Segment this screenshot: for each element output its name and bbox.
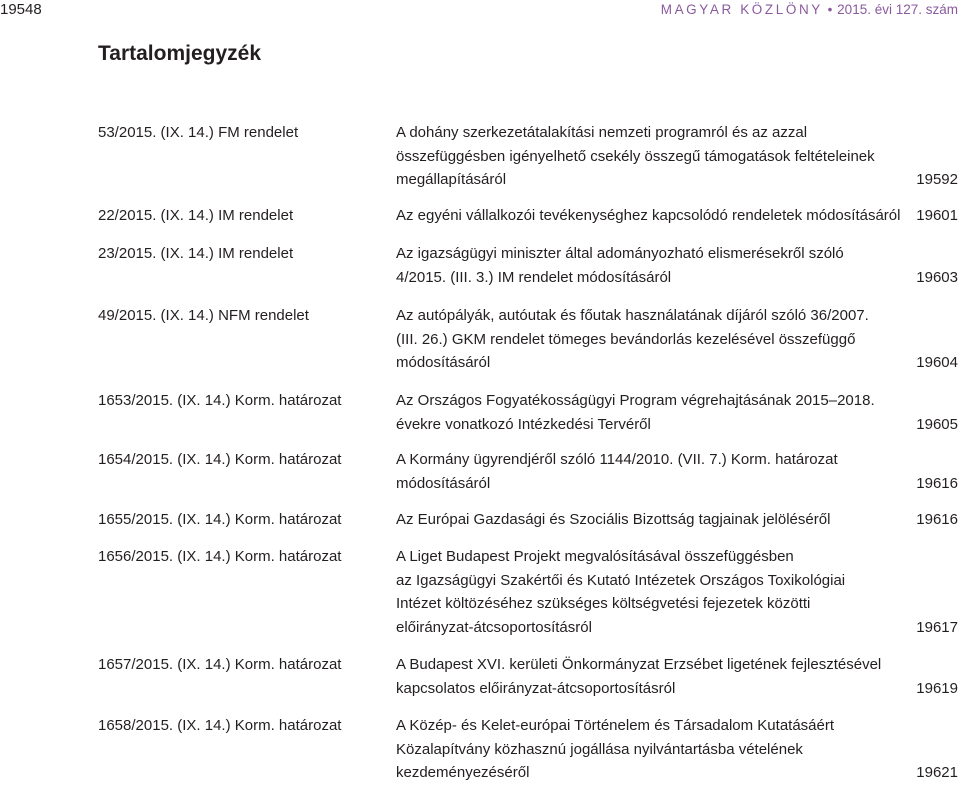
entry-title-line: 4/2015. (III. 3.) IM rendelet módosításáról xyxy=(396,268,672,286)
entry-title-line: évekre vonatkozó Intézkedési Tervéről xyxy=(396,415,651,433)
entry-page-number: 19592 xyxy=(916,171,958,188)
entry-title xyxy=(396,121,896,192)
entry-reference: 1653/2015. (IX. 14.) Korm. határozat xyxy=(98,392,342,409)
entry-title-line: az Igazságügyi Szakértői és Kutató Intézetek Országos Toxikológiai xyxy=(396,571,846,589)
entry-title-line: (III. 26.) GKM rendelet tömeges bevándorlás kezelésével összefüggő xyxy=(396,330,856,348)
entry-title-line: A Kormány ügyrendjéről szóló 1144/2010. (VII. 7.) Korm. határozat xyxy=(396,451,838,468)
entry-title xyxy=(396,545,896,639)
entry-title xyxy=(396,304,896,375)
entry-reference: 23/2015. (IX. 14.) IM rendelet xyxy=(98,245,294,262)
entry-reference: 1656/2015. (IX. 14.) Korm. határozat xyxy=(98,548,342,565)
page-number: 19548 xyxy=(0,1,42,18)
entry-title-line: módosításáról xyxy=(396,474,491,492)
separator-bullet: • xyxy=(827,2,833,17)
entry-reference: 53/2015. (IX. 14.) FM rendelet xyxy=(98,124,299,141)
entry-title xyxy=(396,714,896,785)
entry-title-line: Az Országos Fogyatékosságügyi Program végrehajtásának 2015–2018. xyxy=(396,392,875,409)
entry-title-line: módosításáról xyxy=(396,354,491,371)
entry-title xyxy=(396,389,896,436)
entry-title xyxy=(396,508,896,532)
entry-title-line: Közalapítvány közhasznú jogállása nyilvántartásba vételének xyxy=(396,740,803,758)
entry-page-number: 19604 xyxy=(916,354,958,371)
entry-title-line: előirányzat-átcsoportosításról xyxy=(396,618,592,636)
entry-page-number: 19617 xyxy=(916,618,958,636)
entry-page-number: 19619 xyxy=(916,679,958,697)
entry-reference: 22/2015. (IX. 14.) IM rendelet xyxy=(98,207,294,224)
entry-title-line: kezdeményezéséről xyxy=(396,764,530,781)
entry-page-number: 19605 xyxy=(916,415,958,433)
entry-title xyxy=(396,204,901,228)
entry-title-line: Az autópályák, autóutak és főutak használatának díjáról szóló 36/2007. xyxy=(396,307,869,324)
entry-title xyxy=(396,242,896,289)
entry-reference: 49/2015. (IX. 14.) NFM rendelet xyxy=(98,307,309,324)
entry-page-number: 19616 xyxy=(916,474,958,492)
entry-page-number: 19603 xyxy=(916,268,958,286)
entry-title xyxy=(396,653,896,700)
entry-title-line: A Közép- és Kelet-európai Történelem és Társadalom Kutatásáért xyxy=(396,717,835,734)
entry-reference: 1655/2015. (IX. 14.) Korm. határozat xyxy=(98,511,342,528)
issue-number: 2015. évi 127. szám xyxy=(837,2,958,17)
page-title: Tartalomjegyzék xyxy=(98,42,262,65)
entry-title-line: Az igazságügyi miniszter által adományozható elismerésekről szóló xyxy=(396,245,844,262)
entry-title-line: Az Európai Gazdasági és Szociális Bizottság tagjainak jelöléséről xyxy=(396,511,831,528)
entry-title-line: A Liget Budapest Projekt megvalósításával összefüggésben xyxy=(396,548,794,565)
entry-title-line: A Budapest XVI. kerületi Önkormányzat Erzsébet ligetének fejlesztésével xyxy=(396,656,882,673)
entry-title-line: Intézet költözéséhez szükséges költségvetési fejezetek közötti xyxy=(396,595,811,612)
entry-reference: 1654/2015. (IX. 14.) Korm. határozat xyxy=(98,451,342,468)
entry-reference: 1658/2015. (IX. 14.) Korm. határozat xyxy=(98,717,342,734)
entry-title-line: megállapításáról xyxy=(396,171,507,188)
entry-title-line: kapcsolatos előirányzat-átcsoportosításról xyxy=(396,679,676,697)
entry-page-number: 19621 xyxy=(916,764,958,781)
entry-title-line: A dohány szerkezetátalakítási nemzeti programról és az azzal xyxy=(396,124,808,141)
entry-title-line: összefüggésben igényelhető csekély összegű támogatások feltételeinek xyxy=(396,147,875,165)
journal-name: MAGYAR KÖZLÖNY xyxy=(660,2,823,17)
entry-title-line: Az egyéni vállalkozói tevékenységhez kapcsolódó rendeletek módosításáról xyxy=(396,207,901,224)
entry-reference: 1657/2015. (IX. 14.) Korm. határozat xyxy=(98,656,342,673)
entry-title xyxy=(396,448,896,495)
entry-page-number: 19601 xyxy=(916,207,958,224)
entry-page-number: 19616 xyxy=(916,511,958,528)
